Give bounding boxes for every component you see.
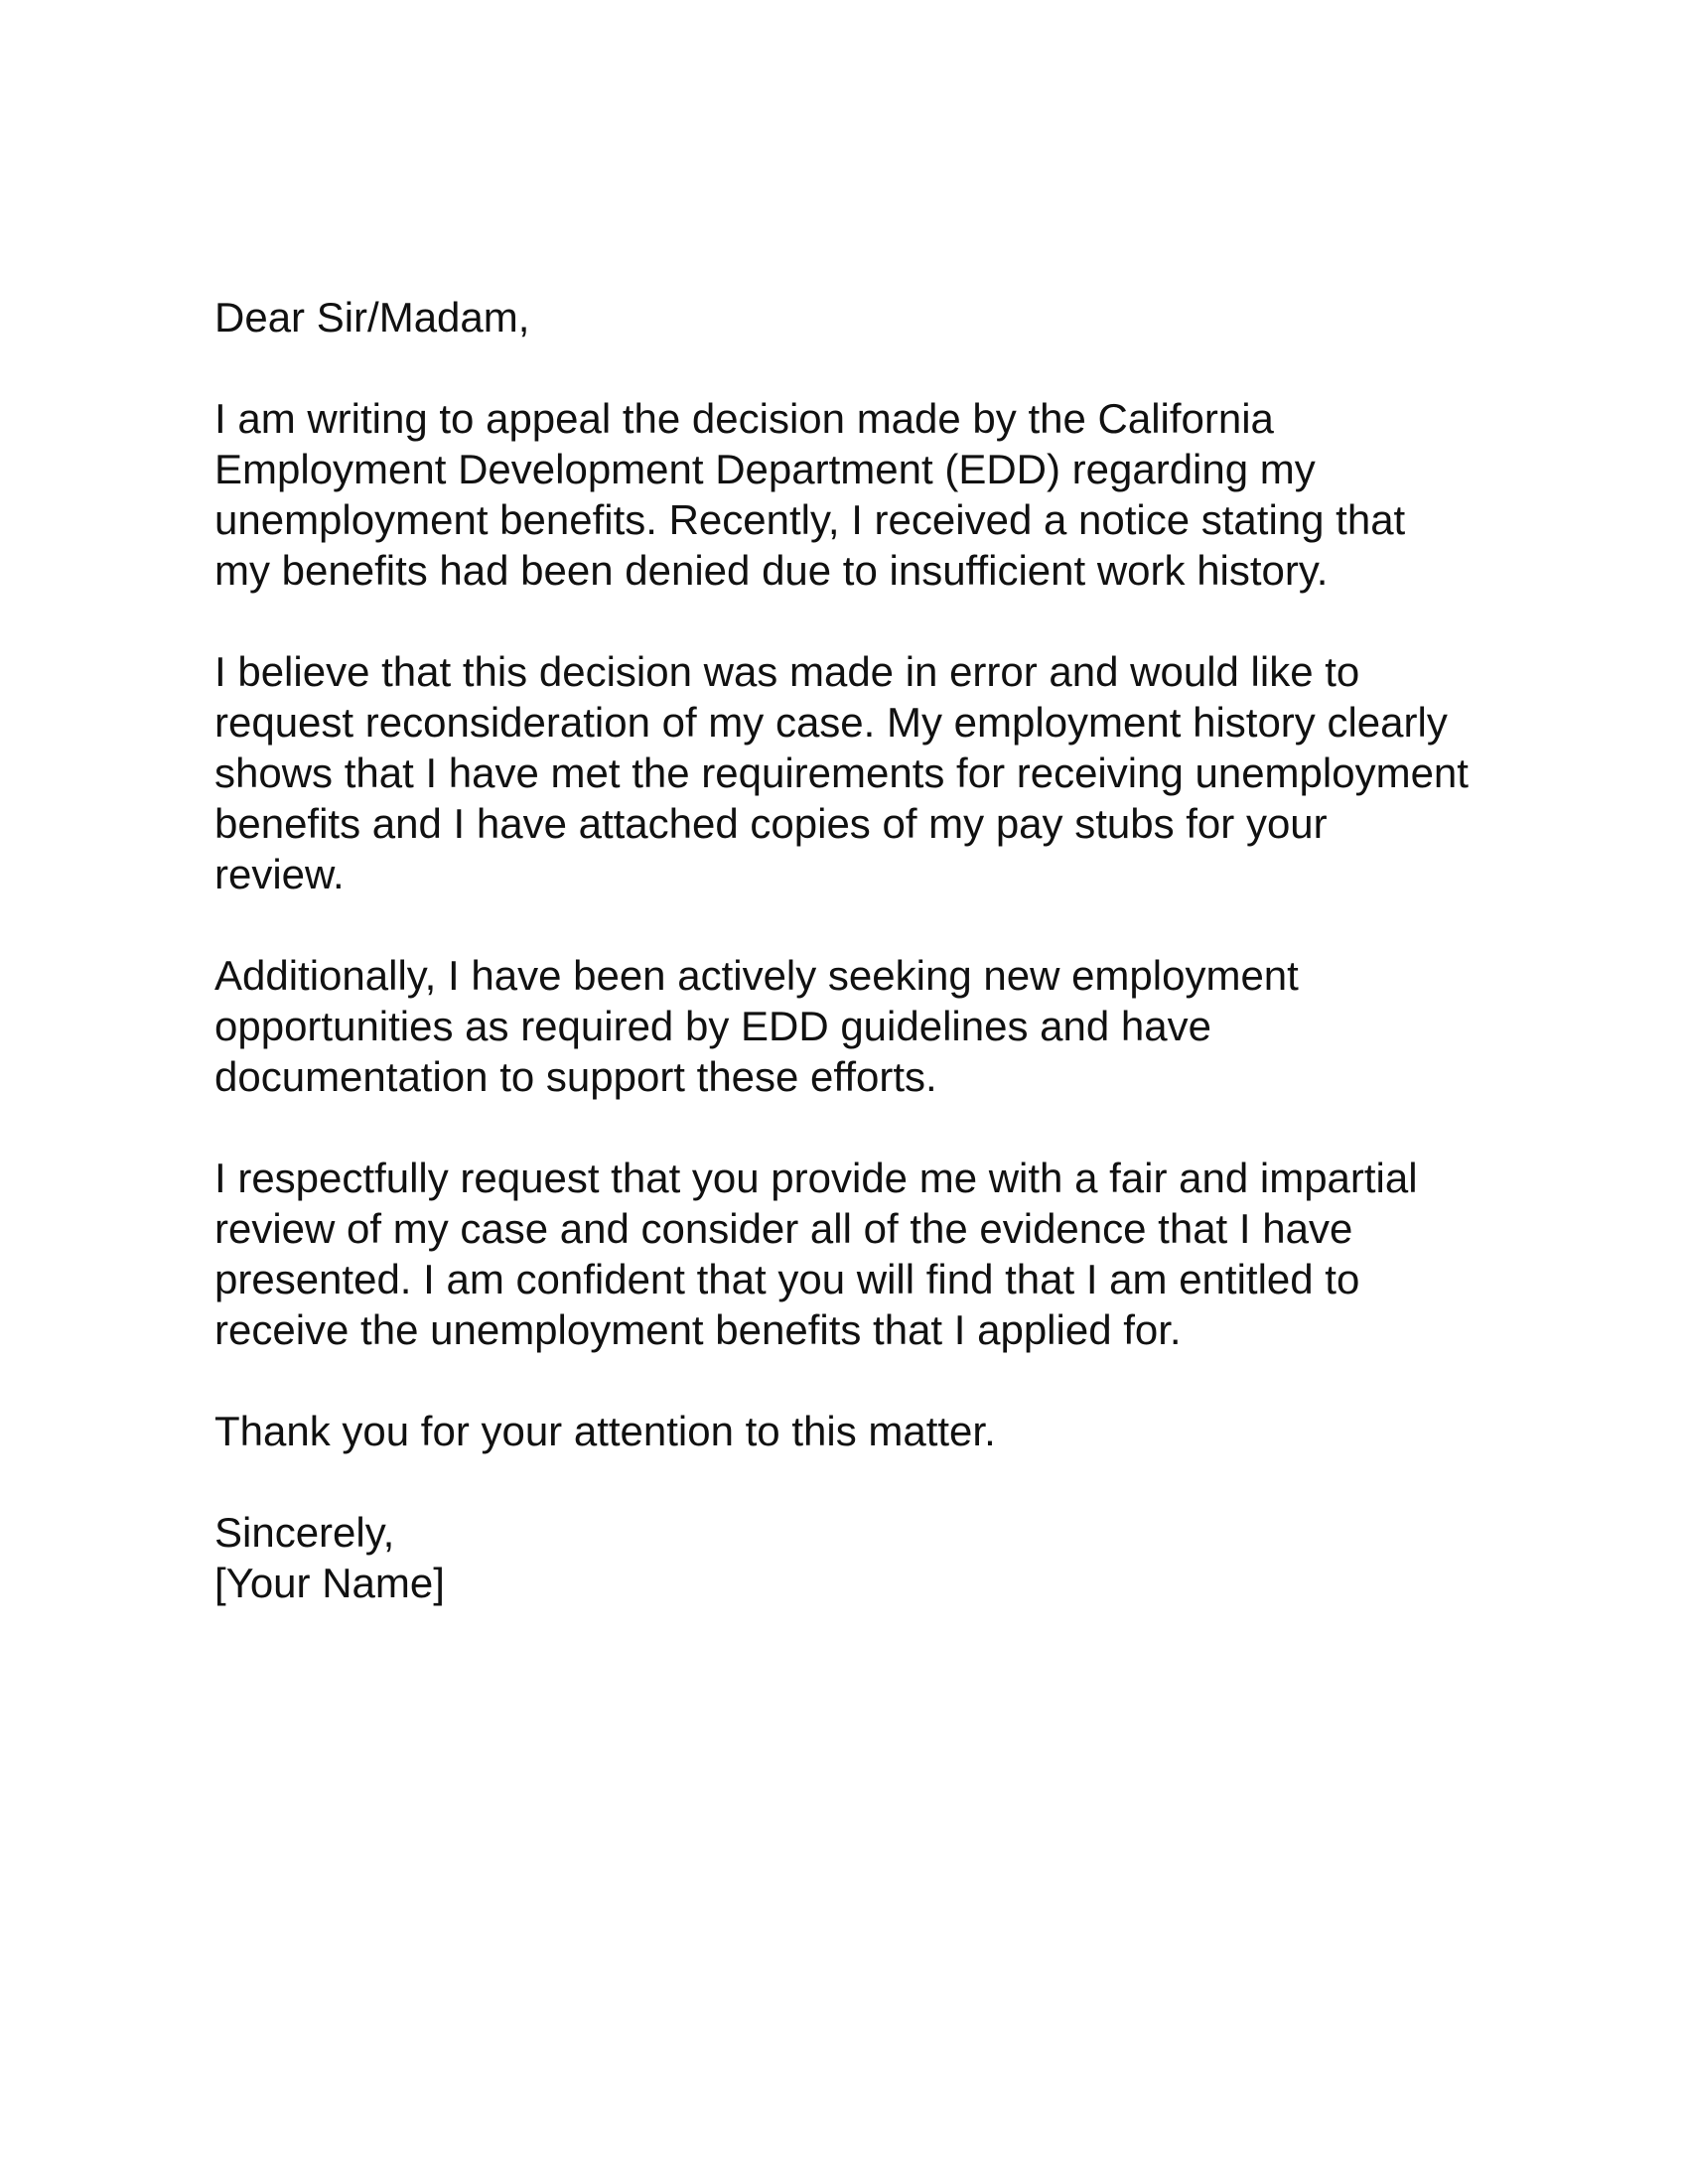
closing-block (214, 1507, 1545, 1608)
text-line: review. (214, 851, 345, 897)
closing: Sincerely, (214, 1509, 395, 1556)
paragraph-thanks (214, 1406, 1545, 1456)
text-line: I am writing to appeal the decision made by the California (214, 395, 1274, 442)
text-line: Thank you for your attention to this matter. (214, 1408, 996, 1454)
salutation-line: Dear Sir/Madam, (214, 294, 530, 341)
paragraph-gap (214, 1456, 1545, 1507)
letter-body (214, 292, 1545, 1608)
paragraph-job-search (214, 950, 1545, 1102)
paragraph-gap (214, 899, 1545, 950)
paragraph-gap (214, 1102, 1545, 1153)
text-line: unemployment benefits. Recently, I received a notice stating that (214, 496, 1406, 543)
text-line: request reconsideration of my case. My employment history clearly (214, 699, 1448, 746)
paragraph-gap (214, 1355, 1545, 1406)
text-line: my benefits had been denied due to insufficient work history. (214, 547, 1329, 594)
text-line: benefits and I have attached copies of my pay stubs for your (214, 800, 1328, 847)
text-line: review of my case and consider all of the evidence that I have (214, 1205, 1353, 1252)
paragraph-gap (214, 596, 1545, 646)
salutation (214, 292, 1545, 342)
signature-placeholder: [Your Name] (214, 1560, 445, 1606)
text-line: presented. I am confident that you will find that I am entitled to (214, 1256, 1360, 1302)
text-line: receive the unemployment benefits that I applied for. (214, 1306, 1182, 1353)
paragraph-appeal-intro (214, 393, 1545, 596)
text-line: Employment Development Department (EDD) regarding my (214, 446, 1316, 492)
text-line: Additionally, I have been actively seeking new employment (214, 952, 1299, 999)
paragraph-reconsideration (214, 646, 1545, 899)
text-line: shows that I have met the requirements for receiving unemployment (214, 750, 1469, 796)
text-line: I believe that this decision was made in error and would like to (214, 648, 1360, 695)
paragraph-gap (214, 342, 1545, 393)
text-line: opportunities as required by EDD guidelines and have (214, 1003, 1211, 1049)
text-line: I respectfully request that you provide me with a fair and impartial (214, 1155, 1418, 1201)
text-line: documentation to support these efforts. (214, 1053, 937, 1100)
paragraph-request-review (214, 1153, 1545, 1355)
